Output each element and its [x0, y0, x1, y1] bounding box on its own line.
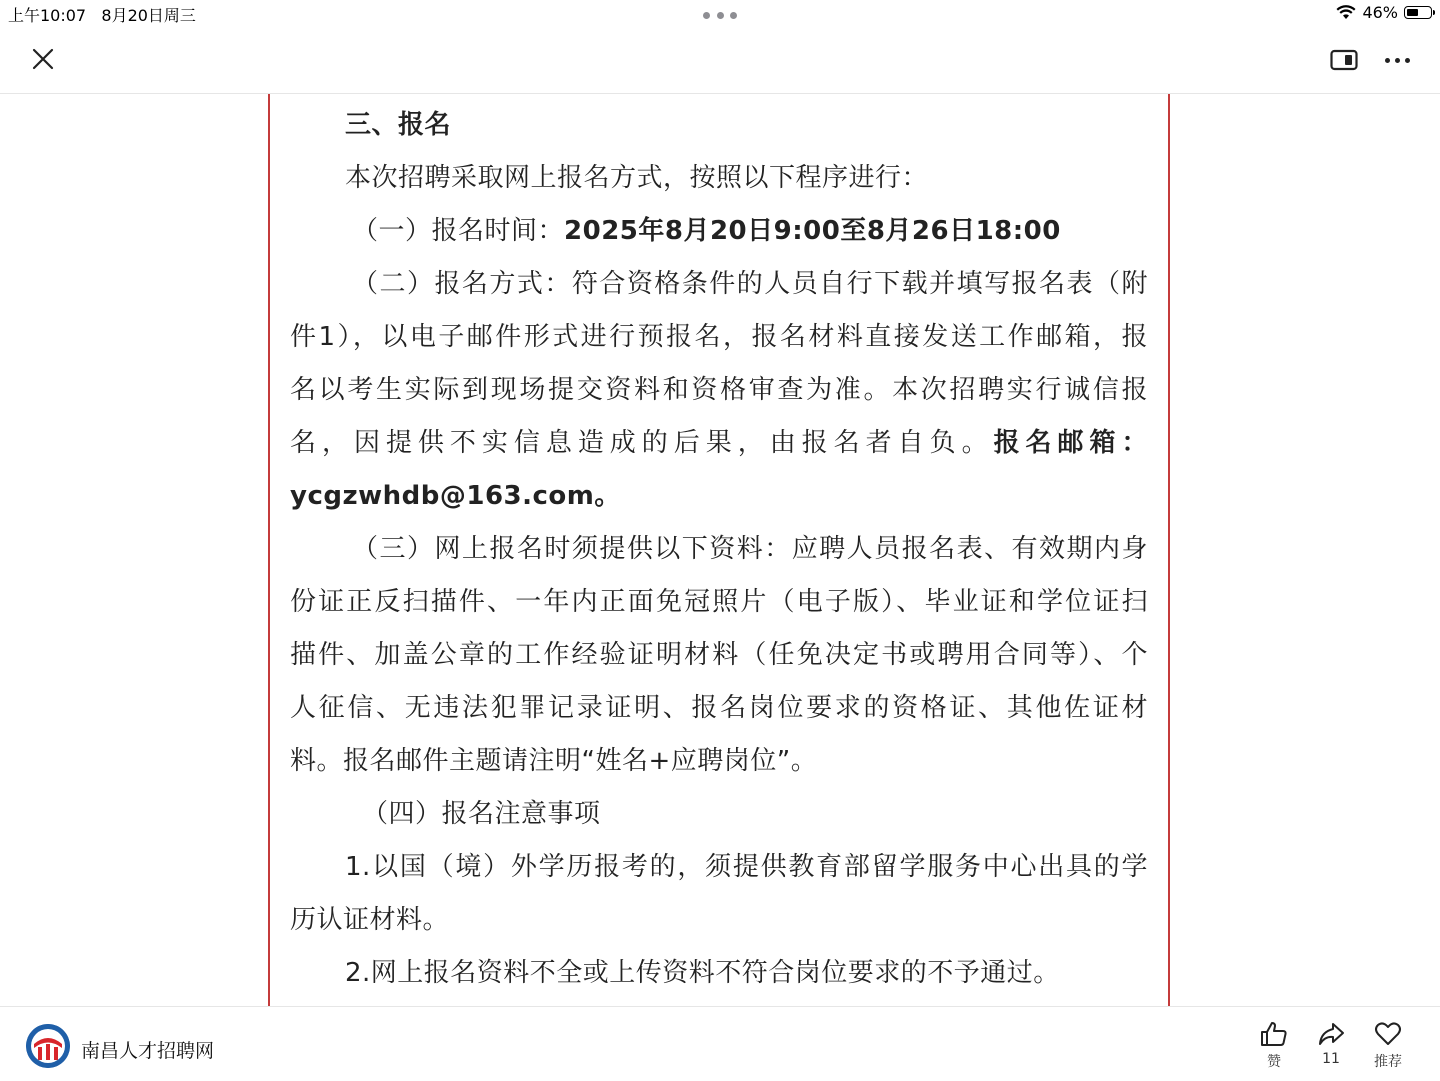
paragraph-line: 本次招聘采取网上报名方式，按照以下程序进行：: [345, 163, 929, 193]
site-name[interactable]: 南昌人才招聘网: [81, 1040, 215, 1062]
section-heading: 三、报名: [345, 110, 452, 140]
email-address[interactable]: ycgzwhdb@163.com。: [290, 481, 621, 511]
bottom-bar: [0, 1006, 1440, 1081]
multitasking-dots-icon[interactable]: [703, 12, 737, 20]
paragraph-line: （二）报名方式：符合资格条件的人员自行下载并填写报名表（附: [352, 269, 1148, 299]
status-time: [8, 3, 196, 26]
share-count: 11: [1322, 1051, 1340, 1067]
heart-icon: [1374, 1021, 1402, 1047]
paragraph-line: 人征信、无违法犯罪记录证明、报名岗位要求的资格证、其他佐证材: [290, 693, 1148, 723]
paragraph-line: 历认证材料。: [290, 905, 450, 935]
paragraph-line: 料。报名邮件主题请注明“姓名+应聘岗位”。: [290, 746, 818, 776]
registration-time-label: （一）报名时间：: [352, 216, 565, 246]
split-view-icon: [1330, 49, 1358, 71]
paragraph-text: 名，因提供不实信息造成的后果，由报名者自负。: [290, 428, 994, 458]
battery-percent: 46%: [1362, 3, 1398, 22]
recommend-label: 推荐: [1374, 1054, 1402, 1070]
close-button[interactable]: [28, 44, 58, 74]
like-label: 赞: [1267, 1054, 1281, 1070]
recommend-button[interactable]: [1368, 1021, 1408, 1071]
status-indicators: [1336, 3, 1432, 22]
status-bar: [0, 0, 1440, 28]
registration-time-value: 2025年8月20日9:00至8月26日18:00: [564, 216, 1061, 246]
paragraph-line: 1.以国（境）外学历报考的，须提供教育部留学服务中心出具的学: [345, 852, 1148, 882]
time-text: 上午10:07: [8, 6, 87, 25]
more-icon: [1385, 58, 1390, 63]
paragraph-line: [352, 205, 1148, 258]
like-button[interactable]: [1254, 1021, 1294, 1071]
split-view-button[interactable]: [1329, 46, 1359, 74]
more-button[interactable]: [1380, 46, 1414, 74]
paragraph-line: 2.网上报名资料不全或上传资料不符合岗位要求的不予通过。: [345, 958, 1060, 988]
close-icon: [31, 47, 55, 71]
paragraph-line: 件1），以电子邮件形式进行预报名，报名材料直接发送工作邮箱，报: [290, 322, 1148, 352]
paragraph-line: 份证正反扫描件、一年内正面免冠照片（电子版）、毕业证和学位证扫: [290, 587, 1148, 617]
wifi-icon: [1336, 5, 1356, 20]
email-label: 报名邮箱：: [993, 428, 1148, 458]
site-logo-icon[interactable]: [26, 1024, 70, 1068]
paragraph-line: [290, 417, 1148, 470]
thumbs-up-icon: [1260, 1021, 1288, 1047]
paragraph-line: 名以考生实际到现场提交资料和资格审查为准。本次招聘实行诚信报: [290, 375, 1148, 405]
nav-bar: [0, 28, 1440, 94]
document-view[interactable]: [268, 94, 1170, 1006]
battery-icon: [1404, 6, 1432, 19]
date-text: 8月20日周三: [101, 6, 196, 25]
share-button[interactable]: [1311, 1021, 1351, 1067]
paragraph-line: 描件、加盖公章的工作经验证明材料（任免决定书或聘用合同等）、个: [290, 640, 1148, 670]
share-icon: [1317, 1021, 1345, 1047]
paragraph-line: （三）网上报名时须提供以下资料：应聘人员报名表、有效期内身: [352, 534, 1148, 564]
subsection-heading: （四）报名注意事项: [362, 799, 601, 829]
